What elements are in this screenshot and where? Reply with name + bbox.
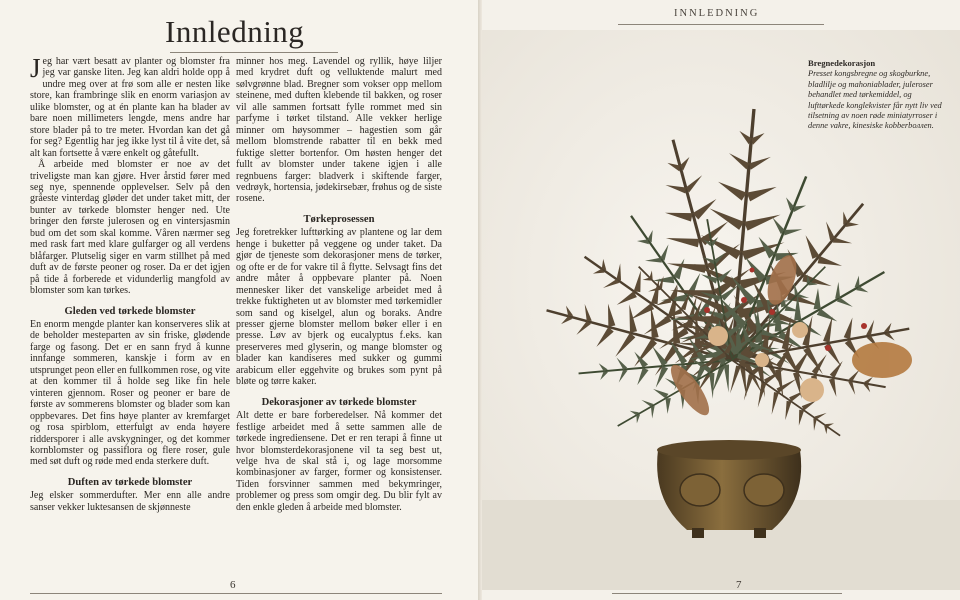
page-number: 6: [230, 579, 236, 591]
caption-text: Presset kongsbregne og skogburkne, bladlilje og mahoniablader, juleroser behandlet med tørkemiddel, og lufttørkede konglekvister får nytt liv ved tilsetning av noen røde miniatyrroser i denne vakre, kinesiske kobberboллen.: [808, 69, 942, 131]
section-heading: Gleden ved tørkede blomster: [64, 305, 196, 317]
paragraph: Å arbeide med blomster er noe av det triveligste man kan gjøre. Hver årstid fører med seg nye, spennende opplevelser. Selv på den gråeste vinterdag gløder det under taket mitt, der bunter av tørkede blomster henger ned. Ute bringer den første julerosen og en vintersjasmin bud om det som skal komme. Våren nærmer seg med rask fart med klare gulfarger og all verdens blåfarger. Plutselig siger en varm stillhet på med duft av de første peoner og roser. Da er det igjen på tide å forberede et vidunderlig mangfold av blomster som kan tørkes.: [30, 159, 230, 297]
intro-paragraph: [30, 53, 230, 159]
photo-caption: [808, 58, 948, 132]
paragraph: Jeg elsker sommerdufter. Mer enn alle andre sanser vekker luktesansen de skjønneste: [30, 490, 230, 513]
text-column-right: [236, 56, 442, 513]
footer-rule: [30, 593, 442, 594]
section-heading: Duften av tørkede blomster: [67, 476, 193, 488]
header-rule: [618, 24, 824, 25]
title-rule: [170, 52, 338, 53]
intro-text: eg har vært besatt av planter og blomster fra jeg var ganske liten. Jeg kan aldri holde opp å undre meg over at frø som alle er nesten like store, kan frambringe slik en enorm variasjon av ulike blomster, og at én plante kan ha blader av bare noen millimeters lengde, mens andre har store blader på to tre meter. Hvordan kan det gå for seg? Egentlig har jeg ikke lyst til å vite det, så alt kan fortsette å være enkelt og gåtefullt.: [30, 56, 230, 159]
paragraph: Jeg foretrekker lufttørking av plantene og lar dem henge i buketter på veggene og under taket. Da gjør de tjeneste som dekorasjoner mens de tørker, og ofte er de for vakre til å flytte. Selvsagt fins det andre måter å oppbevare planter på. Noen mennesker liker det vanskelige arbeidet med å trekke fuktigheten ut av blomster med tørkemidler som sand og kiselgel, alun og boraks. Andre presser gjerne blomster mellom bøker eller i en presse. Løv av bjerk og eucalyptus f.eks. kan preserveres med glyserin, og mange blomster og blader kan kandiseres med sukker og gummi arabicum eller eggehvite og brukes som pynt på bløte og tørre kaker.: [236, 227, 442, 388]
running-head: INNLEDNING: [674, 8, 760, 19]
section-heading: Dekorasjoner av tørkede blomster: [261, 396, 417, 408]
page-number: 7: [736, 579, 742, 591]
section-heading: Tørkeprosessen: [303, 213, 375, 225]
paragraph: En enorm mengde planter kan konserveres slik at de beholder mesteparten av sin friske, glødende farge og fasong. Det er en sann fryd å kunne innfange sommeren, kanskje i form av en utsprunget peon eller en fullkommen rose, og vite at den kommer til å holde seg like fin hele vinteren gjennom. Roser og peoner er bare de første av sommerens blomster og blader som kan oppbevares. Det fins høye planter av kremfarget og rosa spirblom, etterfulgt av enda høyere riddersporer i alle avskygninger, og det kommer kornblomster og passiflora og flere roser, gule med søt duft og røde med enda sterkere duft.: [30, 318, 230, 468]
text-column-left: [30, 53, 230, 513]
right-page: [482, 0, 960, 600]
page-title: Innledning: [165, 14, 305, 49]
drop-cap: J: [30, 53, 41, 83]
paragraph: minner hos meg. Lavendel og ryllik, høye liljer med krydret duft og velluktende malurt med sølvgrønne blad. Bregner som vokser opp mellom steinene, med duften klebende til bakken, og roser vil alle sammen fortsatt fylle rommet med sin parfyme i tørket tilstand. Alle vekker herlige minner om høysommer – hagestien som går mellom blomstrende rabatter til en bekk med fuktige sletter bortenfor. Om høsten henger det fullt av blomster under takene igjen i alle regnbuens farger: bladverk i skiftende farger, vedrøyk, hortensia, jødekirsebær, frøhus og de siste rosene.: [236, 56, 442, 205]
left-page: [0, 0, 478, 600]
footer-rule: [612, 593, 842, 594]
caption-title: Bregnedekorasjon: [808, 58, 876, 68]
paragraph: Alt dette er bare forberedelser. Nå kommer det festlige arbeidet med å sette sammen alle de tørkede ingrediensene. Det er ren terapi å finne ut hvor blomsterdekorasjonene vil ta seg best ut, velge hva de skal stå i, og lage morsomme kombinasjoner av farger, former og konsistenser. Tiden forsvinner sammen med bekymringer, problemer og press som omgir deg. Du blir fylt av den enkle gleden å arbeide med blomster.: [236, 410, 442, 513]
